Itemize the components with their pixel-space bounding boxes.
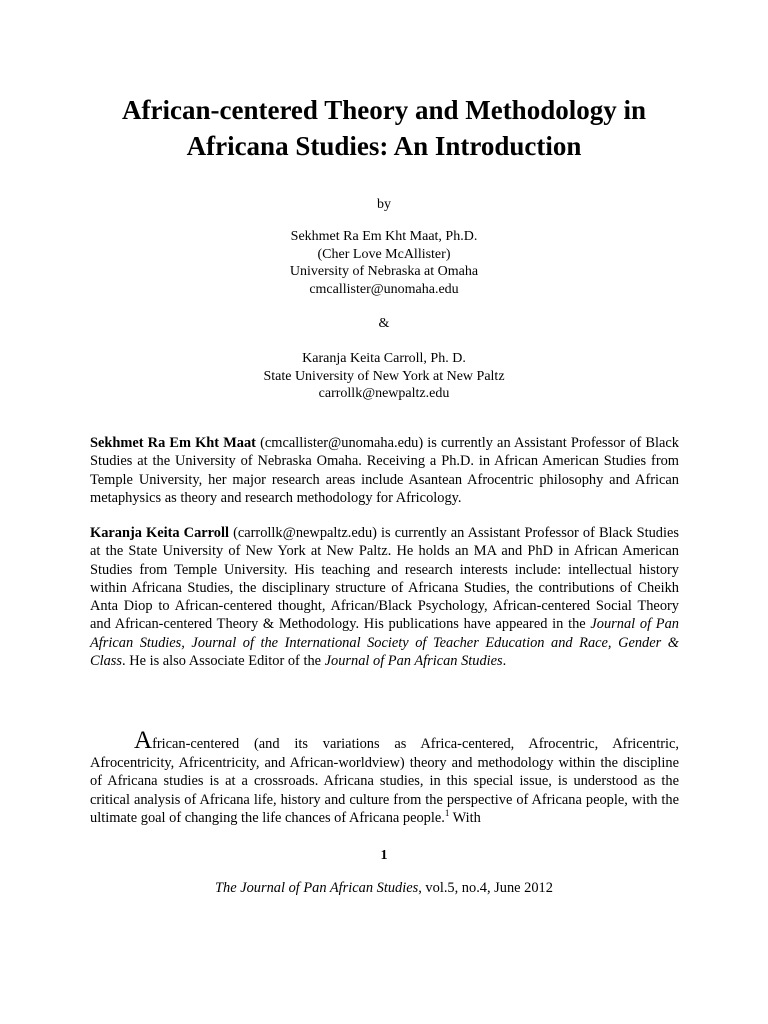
bio-text: (carrollk@newpaltz.edu) is currently an Assistant Professor of Black Studies at the State University of New York at New Paltz. He holds an MA and PhD in African American Studies from Temple University. His teaching and research interests include: intellectual history within Africana Studies, the disciplinary structure of Africana Studies, the contributions of Cheikh Anta Diop to African-centered thought, African/Black Psychology, African-centered Social Theory and African-centered Theory & Methodology. His publications have appeared in the xyxy=(90,525,679,633)
author-alias: (Cher Love McAllister) xyxy=(317,246,451,262)
bio-text-continued: . He is also Associate Editor of the xyxy=(122,653,325,670)
author-bio-2 xyxy=(90,524,679,670)
bio-text: (cmcallister@unomaha.edu) is currently an Assistant Professor of Black Studies at the University of Nebraska Omaha. Receiving a Ph.D. in African American Studies from Temple University, her major research areas include Asantean Afrocentric philosophy and African metaphysics as theory and research methodology for Africology. xyxy=(90,435,679,506)
author-bio-1 xyxy=(90,434,679,507)
author-block-1 xyxy=(0,228,768,298)
title-line-1: African-centered Theory and Methodology in xyxy=(122,95,646,125)
page-title xyxy=(40,92,728,164)
author-email: cmcallister@unomaha.edu xyxy=(309,281,459,297)
intro-text: frican-centered (and its variations as Africa-centered, Afrocentric, Africentric, Afrocentricity, Africentricity, and African-worldview) theory and methodology within the discipline of Africana studies is at a crossroads. Africana studies, in this special issue, is understood as the critical analysis of Africana life, history and culture from the perspective of Africana people, with the ultimate goal of changing the life chances of Africana people. xyxy=(90,736,679,826)
bio-author-name: Karanja Keita Carroll xyxy=(90,525,229,541)
bio-journal: Journal of Pan African Studies xyxy=(324,653,503,670)
author-name: Sekhmet Ra Em Kht Maat, Ph.D. xyxy=(290,229,478,244)
page-footer xyxy=(0,880,768,897)
author-separator: & xyxy=(378,316,390,331)
bio-text-end: . xyxy=(502,653,507,670)
title-line-2: Africana Studies: An Introduction xyxy=(186,131,582,161)
intro-tail: With xyxy=(449,810,481,826)
author-block-2 xyxy=(0,350,768,403)
page-number: 1 xyxy=(380,848,388,863)
bio-publications: Journal of Pan African Studies, Journal of the International Society of Teacher Education and Race, Gender & Class xyxy=(90,616,679,670)
author-affiliation: University of Nebraska at Omaha xyxy=(289,264,479,279)
footer-journal: The Journal of Pan African Studies xyxy=(215,880,419,896)
author-name: Karanja Keita Carroll, Ph. D. xyxy=(302,351,466,366)
drop-cap: A xyxy=(134,727,153,754)
bio-author-name: Sekhmet Ra Em Kht Maat xyxy=(90,435,256,451)
intro-paragraph xyxy=(90,727,679,828)
author-email: carrollk@newpaltz.edu xyxy=(318,386,450,401)
byline: by xyxy=(377,197,391,212)
footnote-marker[interactable]: 1 xyxy=(444,808,450,819)
author-affiliation: State University of New York at New Paltz xyxy=(263,368,505,384)
footer-issue: , vol.5, no.4, June 2012 xyxy=(418,880,553,896)
